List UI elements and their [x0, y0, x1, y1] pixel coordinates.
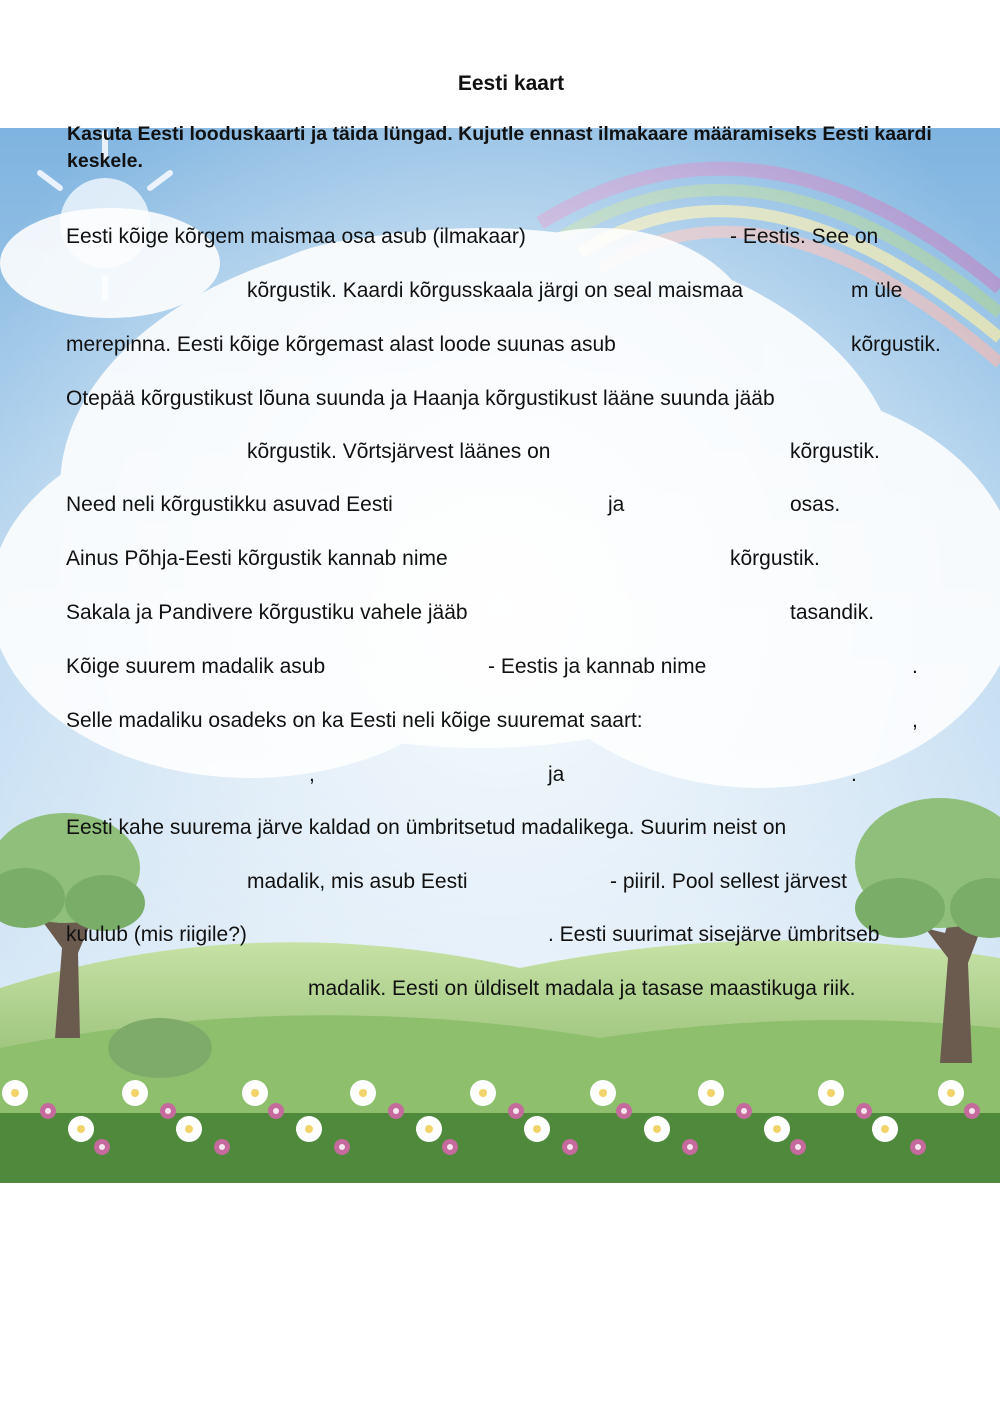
flower-center — [219, 1144, 225, 1150]
answer-blank[interactable] — [518, 598, 783, 628]
answer-blank[interactable] — [440, 490, 600, 520]
answer-blank[interactable] — [635, 490, 785, 520]
flower-center — [273, 1108, 279, 1114]
flower-center — [915, 1144, 921, 1150]
sentence-fragment: Selle madaliku osadeks on ka Eesti neli kõige suuremat saart: — [66, 709, 643, 732]
flower-center — [881, 1125, 889, 1133]
page-title: Eesti kaart — [457, 72, 565, 95]
flower-center — [861, 1108, 867, 1114]
answer-blank[interactable] — [716, 706, 906, 736]
sentence-fragment: kõrgustik. Kaardi kõrgusskaala järgi on seal maismaa — [247, 279, 744, 302]
flower-center — [339, 1144, 345, 1150]
sentence-fragment: Kõige suurem madalik asub — [66, 655, 326, 678]
answer-blank[interactable] — [500, 544, 725, 574]
sentence-fragment: m üle — [851, 279, 903, 302]
answer-blank[interactable] — [740, 652, 908, 682]
sentence-fragment: madalik. Eesti on üldiselt madala ja tasase maastikuga riik. — [308, 977, 856, 1000]
flower-center — [969, 1108, 975, 1114]
flower-center — [393, 1108, 399, 1114]
answer-blank[interactable] — [66, 437, 241, 467]
sentence-fragment: ja — [548, 763, 565, 786]
sentence-fragment: Eesti kõige kõrgem maismaa osa asub (ilmakaar) — [66, 225, 526, 248]
flower-center — [653, 1125, 661, 1133]
sentence-fragment: kõrgustik. — [790, 440, 880, 463]
flower-center — [513, 1108, 519, 1114]
answer-blank[interactable] — [66, 867, 241, 897]
sentence-fragment: - piiril. Pool sellest järvest — [610, 870, 847, 893]
flower-center — [621, 1108, 627, 1114]
answer-blank[interactable] — [66, 974, 302, 1004]
sentence-fragment: osas. — [790, 493, 841, 516]
flower-center — [741, 1108, 747, 1114]
sentence-fragment: Otepää kõrgustikust lõuna suunda ja Haanja kõrgustikust lääne suunda jääb — [66, 387, 775, 410]
flower-center — [687, 1144, 693, 1150]
flower-center — [447, 1144, 453, 1150]
answer-blank[interactable] — [66, 276, 241, 306]
instruction-text: Kasuta Eesti looduskaarti ja täida lüngad. Kujutle ennast ilmakaare määramiseks Eesti kaardi keskele. — [67, 123, 932, 172]
sentence-fragment: , — [912, 709, 918, 732]
sentence-fragment: , — [309, 763, 315, 786]
sentence-fragment: . — [851, 763, 857, 786]
flower-center — [305, 1125, 313, 1133]
sentence-fragment: kõrgustik. Võrtsjärvest läänes on — [247, 440, 551, 463]
flower-center — [131, 1089, 139, 1097]
answer-blank[interactable] — [688, 330, 846, 360]
flower-center — [359, 1089, 367, 1097]
answer-blank[interactable] — [580, 222, 725, 252]
sentence-fragment: merepinna. Eesti kõige kõrgemast alast loode suunas asub — [66, 333, 616, 356]
flower-center — [425, 1125, 433, 1133]
flower-center — [567, 1144, 573, 1150]
flower-center — [479, 1089, 487, 1097]
sentence-fragment: kuulub (mis riigile?) — [66, 923, 247, 946]
sentence-fragment: Sakala ja Pandivere kõrgustiku vahele jääb — [66, 601, 468, 624]
answer-blank[interactable] — [66, 760, 304, 790]
flower-center — [99, 1144, 105, 1150]
answer-blank[interactable] — [362, 652, 482, 682]
flower-center — [45, 1108, 51, 1114]
sentence-fragment: kõrgustik. — [730, 547, 820, 570]
flower-center — [533, 1125, 541, 1133]
answer-blank[interactable] — [806, 276, 848, 306]
sentence-fragment: - Eestis. See on — [730, 225, 879, 248]
flower-center — [77, 1125, 85, 1133]
flower-center — [795, 1144, 801, 1150]
sentence-fragment: Ainus Põhja-Eesti kõrgustik kannab nime — [66, 547, 448, 570]
answer-blank[interactable] — [594, 437, 784, 467]
flower-center — [251, 1089, 259, 1097]
sentence-fragment: Eesti kahe suurema järve kaldad on ümbritsetud madalikega. Suurim neist on — [66, 816, 787, 839]
sentence-fragment: - Eestis ja kannab nime — [488, 655, 707, 678]
sentence-fragment: ja — [608, 493, 625, 516]
flower-center — [707, 1089, 715, 1097]
flower-center — [165, 1108, 171, 1114]
answer-blank[interactable] — [500, 867, 602, 897]
answer-blank[interactable] — [576, 760, 846, 790]
flower-center — [185, 1125, 193, 1133]
sentence-fragment: . — [912, 655, 918, 678]
sentence-fragment: tasandik. — [790, 601, 875, 624]
flower-center — [11, 1089, 19, 1097]
flower-center — [947, 1089, 955, 1097]
answer-blank[interactable] — [320, 760, 542, 790]
sentence-fragment: . Eesti suurimat sisejärve ümbritseb — [548, 923, 880, 946]
sentence-fragment: madalik, mis asub Eesti — [247, 870, 468, 893]
flower-center — [599, 1089, 607, 1097]
sentence-fragment: kõrgustik. — [851, 333, 941, 356]
flower-center — [827, 1089, 835, 1097]
flower-center — [773, 1125, 781, 1133]
answer-blank[interactable] — [272, 920, 544, 950]
sentence-fragment: Need neli kõrgustikku asuvad Eesti — [66, 493, 393, 516]
